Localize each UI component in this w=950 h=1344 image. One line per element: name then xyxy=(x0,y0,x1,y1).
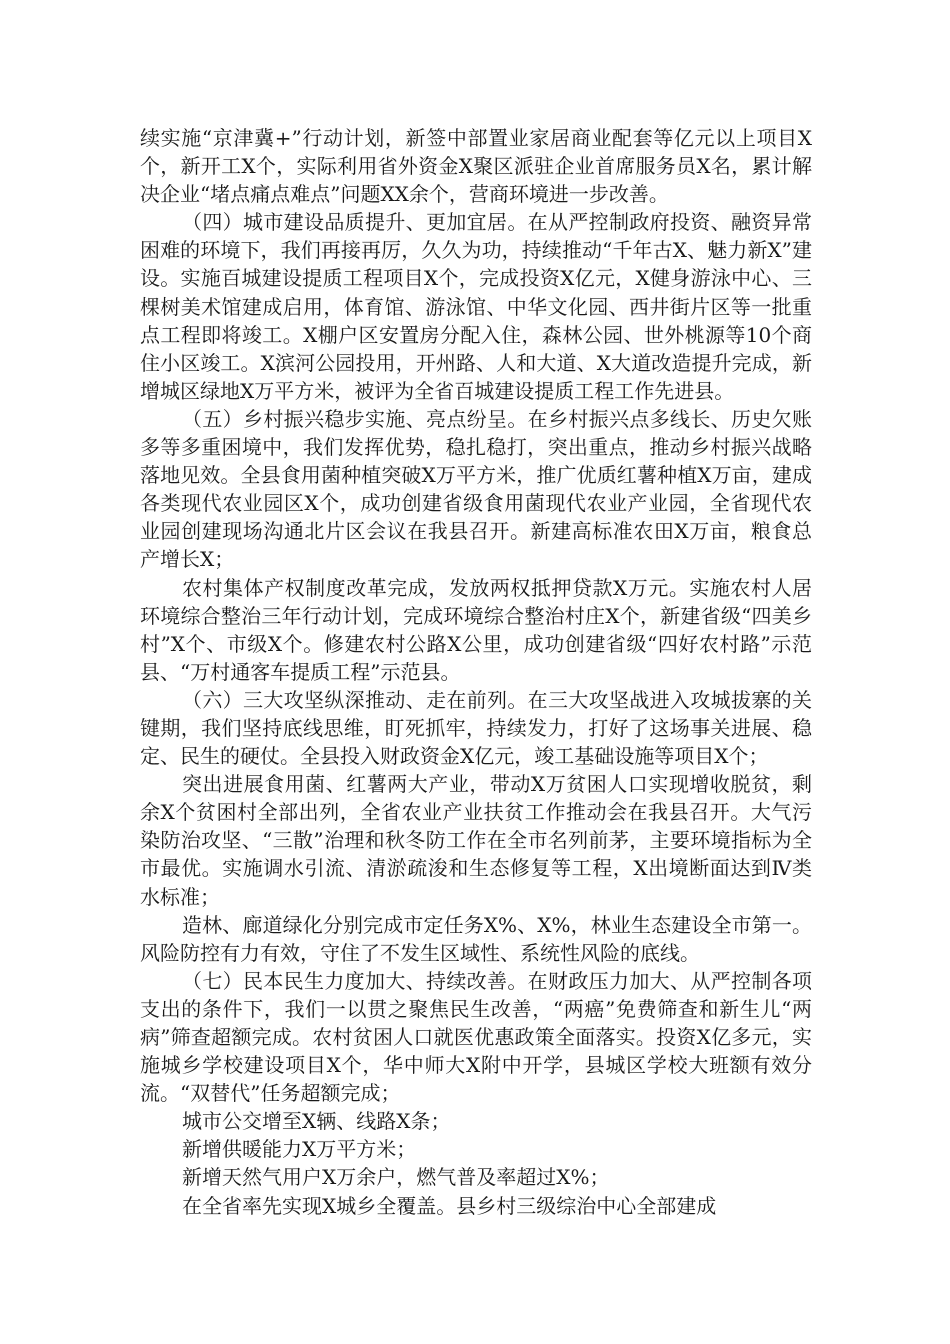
paragraph-8: （七）民本民生力度加大、持续改善。在财政压力加大、从严控制各项支出的条件下，我们一以贯之聚焦民生改善，“两癌”免费筛查和新生儿“两病”筛查超额完成。农村贫困人口就医优惠政策全面落实。投资X亿多元，实施城乡学校建设项目X个，华中师大X附中开学，县城区学校大班额有效分流。“双替代”任务超额完成； xyxy=(140,968,812,1106)
document-body xyxy=(140,124,812,1220)
paragraph-4: 农村集体产权制度改革完成，发放两权抵押贷款X万元。实施农村人居环境综合整治三年行动计划，完成环境综合整治村庄X个，新建省级“四美乡村”X个、市级X个。修建农村公路X公里，成功创建省级“四好农村路”示范县、“万村通客车提质工程”示范县。 xyxy=(140,575,812,684)
paragraph-10: 新增供暖能力X万平方米； xyxy=(182,1137,417,1162)
paragraph-3: （五）乡村振兴稳步实施、亮点纷呈。在乡村振兴点多线长、历史欠账多等多重困境中，我们发挥优势，稳扎稳打，突出重点，推动乡村振兴战略落地见效。全县食用菌种植突破X万平方米，推广优质红薯种植X万亩，建成各类现代农业园区X个，成功创建省级食用菌现代农业产业园，全省现代农业园创建现场沟通北片区会议在我县召开。新建高标准农田X万亩，粮食总产增长X； xyxy=(140,406,812,572)
paragraph-11: 新增天然气用户X万余户，燃气普及率超过X%； xyxy=(182,1165,610,1190)
paragraph-5: （六）三大攻坚纵深推动、走在前列。在三大攻坚战进入攻城拔寨的关键期，我们坚持底线思维，盯死抓牢，持续发力，打好了这场事关进展、稳定、民生的硬仗。全县投入财政资金X亿元，竣工基础设施等项目X个； xyxy=(140,687,812,769)
paragraph-7: 造林、廊道绿化分别完成市定任务X%、X%，林业生态建设全市第一。风险防控有力有效，守住了不发生区域性、系统性风险的底线。 xyxy=(140,912,812,965)
paragraph-9: 城市公交增至X辆、线路X条； xyxy=(182,1109,451,1134)
paragraph-6: 突出进展食用菌、红薯两大产业，带动X万贫困人口实现增收脱贫，剩余X个贫困村全部出列，全省农业产业扶贫工作推动会在我县召开。大气污染防治攻坚、“三散”治理和秋冬防工作在全市名列前茅，主要环境指标为全市最优。实施调水引流、清淤疏浚和生态修复等工程，X出境断面达到Ⅳ类水标准； xyxy=(140,772,812,909)
paragraph-1: 续实施“京津冀+”行动计划，新签中部置业家居商业配套等亿元以上项目X个，新开工X个，实际利用省外资金X聚区派驻企业首席服务员X名，累计解决企业“堵点痛点难点”问题XX余个，营商环境进一步改善。 xyxy=(140,126,812,207)
paragraph-2: （四）城市建设品质提升、更加宜居。在从严控制政府投资、融资异常困难的环境下，我们再接再厉，久久为功，持续推动“千年古X、魅力新X”建设。实施百城建设提质工程项目X个，完成投资X亿元，X健身游泳中心、三棵树美术馆建成启用，体育馆、游泳馆、中华文化园、西井街片区等一批重点工程即将竣工。X棚户区安置房分配入住，森林公园、世外桃源等10个商住小区竣工。X滨河公园投用，开州路、人和大道、X大道改造提升完成，新增城区绿地X万平方米，被评为全省百城建设提质工程工作先进县。 xyxy=(140,210,812,403)
paragraph-12: 在全省率先实现X城乡全覆盖。县乡村三级综治中心全部建成 xyxy=(182,1193,717,1218)
